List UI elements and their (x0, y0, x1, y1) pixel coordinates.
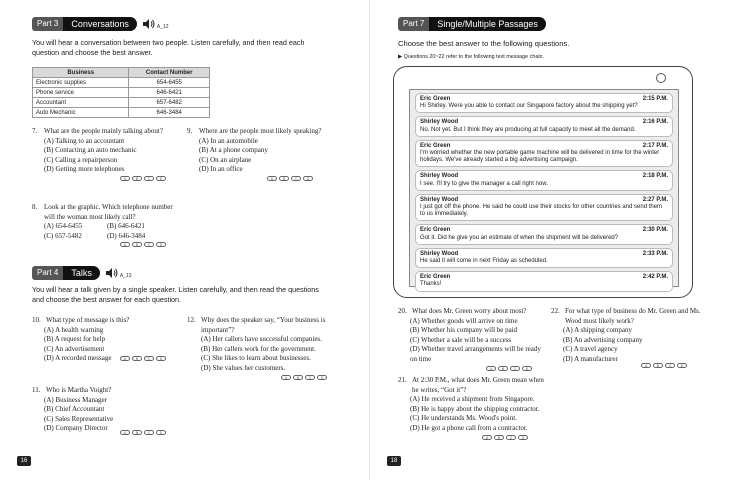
option-d[interactable]: (D) She values her customers. (201, 363, 286, 372)
part7-title: Single/Multiple Passages (429, 17, 546, 31)
bubble-d[interactable]: D (677, 363, 687, 368)
bubble-d[interactable]: D (518, 435, 528, 440)
question-9 (187, 127, 337, 181)
bubble-b[interactable]: B (494, 435, 504, 440)
message-time: 2:27 P.M. (642, 196, 668, 203)
bubble-a[interactable]: A (120, 356, 130, 361)
bubble-a[interactable]: A (120, 176, 130, 181)
part4-title: Talks (63, 266, 100, 280)
option-d[interactable]: (D) Getting more telephones (44, 165, 125, 174)
option-a[interactable]: (A) He received a shipment from Singapore. (410, 395, 535, 404)
question-stem: Where are the people most likely speaking? (199, 127, 322, 135)
question-21 (398, 376, 548, 440)
message-text: Thanks! (420, 281, 442, 288)
contact-table (32, 67, 210, 118)
option-d[interactable]: (D) A manufacturer (563, 354, 618, 363)
page-number-right: 18 (387, 456, 401, 466)
message-text: I just got off the phone. He said he could use their stocks for other countries and send them to us immediately. (420, 204, 663, 218)
question-stem: At 2:30 P.M., what does Mr. Green mean when he writes, “Got it”? (412, 376, 544, 394)
bubble-c[interactable]: C (510, 366, 520, 371)
question-stem: Why does the speaker say, “Your business is important”? (201, 316, 326, 334)
option-b[interactable]: (B) Whether his company will be paid (410, 326, 518, 335)
answer-bubbles (641, 363, 701, 368)
table-cell: Auto Mechanic (33, 108, 129, 118)
message-text: No. Not yet. But I think they are producing at full capacity to meet all the demand. (420, 126, 636, 133)
option-d[interactable]: (D) A recorded message (44, 354, 112, 363)
option-c[interactable]: (C) A travel agency (563, 345, 618, 354)
bubble-d[interactable]: D (156, 242, 166, 247)
answer-bubbles (120, 242, 182, 247)
message-sender: Eric Green (420, 227, 451, 234)
table-cell: 646-6421 (129, 88, 210, 98)
bubble-a[interactable]: A (486, 366, 496, 371)
bubble-a[interactable]: A (267, 176, 277, 181)
bubble-d[interactable]: D (156, 356, 166, 361)
part3-number: Part 3 (32, 17, 63, 31)
message-chain (409, 89, 679, 287)
message-time: 2:16 P.M. (642, 119, 668, 126)
option-b[interactable]: (B) Chief Accountant (44, 405, 105, 414)
message-sender: Shirley Wood (420, 196, 459, 203)
question-number: 20. (398, 307, 407, 315)
bubble-d[interactable]: D (303, 176, 313, 181)
question-10 (32, 316, 182, 361)
table-cell: Phone service (33, 88, 129, 98)
bubble-a[interactable]: A (641, 363, 651, 368)
table-row (33, 108, 210, 118)
message-sender: Eric Green (420, 274, 451, 281)
bubble-c[interactable]: C (665, 363, 675, 368)
table-header-number: Contact Number (129, 68, 210, 78)
question-stem: Look at the graphic. Which telephone number will the woman most likely call? (44, 203, 173, 221)
option-a[interactable]: (A) A health warning (44, 325, 104, 334)
question-number: 12. (187, 316, 196, 324)
bubble-b[interactable]: B (498, 366, 508, 371)
table-cell: 654-6455 (129, 78, 210, 88)
option-a[interactable]: (A) Talking to an accountant (44, 136, 125, 145)
part3-title: Conversations (63, 17, 137, 31)
answer-bubbles (120, 356, 182, 361)
question-8 (32, 203, 182, 247)
message-bubble (415, 271, 673, 291)
message-time: 2:42 P.M. (642, 274, 668, 281)
question-stem: Who is Martha Voight? (46, 386, 112, 394)
option-b[interactable]: (B) An advertising company (563, 335, 643, 344)
table-row (33, 78, 210, 88)
option-c[interactable]: (C) On an airplane (199, 155, 252, 164)
bubble-d[interactable]: D (317, 375, 327, 380)
part4-track: A_13 (119, 273, 132, 279)
question-number: 8. (32, 203, 38, 211)
question-stem: What type of message is this? (46, 316, 130, 324)
bubble-b[interactable]: B (653, 363, 663, 368)
bubble-c[interactable]: C (305, 375, 315, 380)
part7-instructions: Choose the best answer to the following questions. (398, 39, 570, 48)
option-c[interactable]: (C) Whether a sale will be a success (410, 335, 512, 344)
answer-bubbles (120, 176, 182, 181)
message-bubble (415, 93, 673, 113)
question-20 (398, 307, 548, 371)
question-22 (551, 307, 701, 368)
question-number: 9. (187, 127, 193, 135)
bubble-a[interactable]: A (482, 435, 492, 440)
question-stem: For what type of business do Mr. Green and Ms. Wood most likely work? (565, 307, 701, 325)
message-bubble (415, 248, 673, 268)
question-number: 7. (32, 127, 38, 135)
message-bubble (415, 140, 673, 168)
message-sender: Shirley Wood (420, 173, 459, 180)
option-b[interactable]: (B) 646-6421 (107, 222, 145, 231)
question-7 (32, 127, 182, 181)
message-time: 2:30 P.M. (642, 227, 668, 234)
table-header-business: Business (33, 68, 129, 78)
table-cell: Electronic supplies (33, 78, 129, 88)
message-sender: Eric Green (420, 142, 451, 149)
message-time: 2:17 P.M. (642, 142, 668, 149)
bubble-b[interactable]: B (132, 242, 142, 247)
bubble-a[interactable]: A (120, 430, 130, 435)
question-number: 11. (32, 386, 41, 394)
answer-bubbles (267, 176, 337, 181)
bubble-c[interactable]: C (144, 176, 154, 181)
option-a[interactable]: (A) Business Manager (44, 395, 107, 404)
bubble-b[interactable]: B (279, 176, 289, 181)
message-bubble (415, 194, 673, 222)
bubble-c[interactable]: C (144, 242, 154, 247)
answer-bubbles (486, 366, 548, 371)
part7-header (398, 17, 546, 31)
bubble-c[interactable]: C (291, 176, 301, 181)
part3-audio[interactable] (142, 18, 169, 30)
option-c[interactable]: (C) Sales Representative (44, 414, 114, 423)
part3-track: A_12 (156, 24, 169, 30)
message-text: I'm worried whether the new portable game machine will be delivered in time for the winter holidays. We've already started a big advertising campaign. (420, 150, 660, 164)
answer-bubbles (281, 375, 337, 380)
part3-header (32, 17, 169, 31)
option-c[interactable]: (C) An advertisement (44, 344, 105, 353)
message-bubble (415, 116, 673, 136)
message-text: Got it. Did he give you an estimate of when the shipment will be delivered? (420, 234, 619, 241)
option-d[interactable]: (D) 646-3484 (107, 231, 146, 240)
bubble-a[interactable]: A (281, 375, 291, 380)
option-b[interactable]: (B) A request for help (44, 335, 106, 344)
question-11 (32, 386, 182, 435)
message-text: I see. I'll try to give the manager a call right now. (420, 180, 548, 187)
message-text: He said it will come in next Friday as scheduled. (420, 258, 548, 265)
table-cell: Accountant (33, 98, 129, 108)
bubble-d[interactable]: D (522, 366, 532, 371)
table-cell: 657-6482 (129, 98, 210, 108)
part4-number: Part 4 (32, 266, 63, 280)
bubble-c[interactable]: C (144, 356, 154, 361)
option-d[interactable]: (D) Company Director (44, 424, 108, 433)
camera-icon (656, 73, 666, 83)
bubble-d[interactable]: D (156, 430, 166, 435)
message-time: 2:15 P.M. (642, 96, 668, 102)
phone-frame (393, 66, 693, 298)
question-number: 22. (551, 307, 560, 315)
message-bubble (415, 224, 673, 244)
answer-bubbles (482, 435, 548, 440)
table-row (33, 88, 210, 98)
part4-instructions: You will hear a talk given by a single speaker. Listen carefully, and then read the questions and choose the best answer for each question. (32, 285, 319, 304)
bubble-b[interactable]: B (132, 356, 142, 361)
option-b[interactable]: (B) At a phone company (199, 146, 268, 155)
message-sender: Shirley Wood (420, 119, 459, 126)
bubble-b[interactable]: B (293, 375, 303, 380)
option-a[interactable]: (A) Her callers have successful companies. (201, 335, 322, 344)
option-c[interactable]: (C) She likes to learn about businesses. (201, 354, 311, 363)
message-sender: Eric Green (420, 96, 451, 102)
speaker-icon[interactable] (142, 18, 156, 30)
part3-instructions: You will hear a conversation between two people. Listen carefully, and then read each question and choose the best answer. (32, 38, 305, 57)
option-a[interactable]: (A) Whether goods will arrive on time (410, 316, 518, 325)
message-bubble (415, 170, 673, 190)
bubble-d[interactable]: D (156, 176, 166, 181)
part4-header (32, 266, 132, 280)
part4-audio[interactable] (105, 267, 132, 279)
message-sender: Shirley Wood (420, 250, 459, 257)
bubble-b[interactable]: B (132, 176, 142, 181)
option-d[interactable]: (D) Whether travel arrangements will be ready on time (410, 345, 541, 363)
option-c[interactable]: (C) Calling a repairperson (44, 155, 118, 164)
question-12 (187, 316, 337, 380)
passage-reference: ▶ Questions 20~22 refer to the following text message chain. (398, 54, 545, 60)
option-b[interactable]: (B) Her callers work for the government. (201, 344, 316, 353)
answer-bubbles (120, 430, 182, 435)
option-b[interactable]: (B) Contacting an auto mechanic (44, 146, 137, 155)
question-number: 10. (32, 316, 41, 324)
option-a[interactable]: (A) 654-6455 (44, 222, 83, 231)
bubble-c[interactable]: C (506, 435, 516, 440)
question-number: 21. (398, 376, 407, 384)
bubble-b[interactable]: B (132, 430, 142, 435)
option-a[interactable]: (A) A shipping company (563, 326, 633, 335)
message-text: Hi Shirley. Were you able to contact our Singapore factory about the shipping yet? (420, 103, 638, 110)
option-c[interactable]: (C) 657-5482 (44, 231, 82, 240)
table-row (33, 98, 210, 108)
option-b[interactable]: (B) He is happy about the shipping contractor. (410, 404, 540, 413)
page-number-left: 16 (17, 456, 31, 466)
bubble-c[interactable]: C (144, 430, 154, 435)
question-stem: What does Mr. Green worry about most? (412, 307, 527, 315)
bubble-a[interactable]: A (120, 242, 130, 247)
question-stem: What are the people mainly talking about? (44, 127, 163, 135)
option-d[interactable]: (D) In an office (199, 165, 243, 174)
table-cell: 646-3484 (129, 108, 210, 118)
message-time: 2:18 P.M. (642, 173, 668, 180)
message-time: 2:33 P.M. (642, 250, 668, 257)
speaker-icon[interactable] (105, 267, 119, 279)
option-d[interactable]: (D) He got a phone call from a contractor. (410, 423, 528, 432)
option-c[interactable]: (C) He understands Ms. Wood's point. (410, 414, 517, 423)
part7-number: Part 7 (398, 17, 429, 31)
option-a[interactable]: (A) In an automobile (199, 136, 258, 145)
